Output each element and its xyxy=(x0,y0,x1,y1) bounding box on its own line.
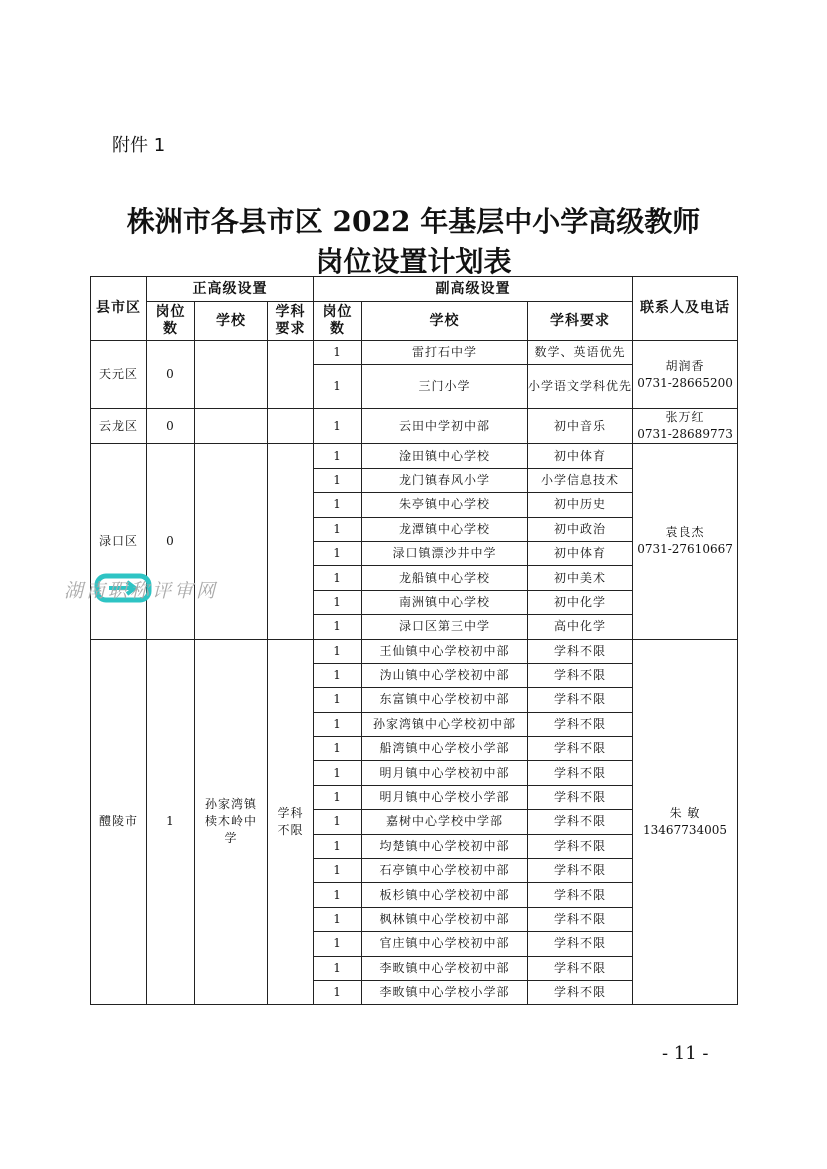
vice-subject-cell: 学科不限 xyxy=(528,663,633,687)
vice-positions-cell: 1 xyxy=(314,859,362,883)
vice-school-cell: 李畋镇中心学校小学部 xyxy=(362,980,528,1004)
vice-subject-cell: 初中化学 xyxy=(528,590,633,614)
vice-subject-cell: 初中美术 xyxy=(528,566,633,590)
senior-subject-cell xyxy=(268,341,314,409)
senior-subject-cell: 学科不限 xyxy=(268,639,314,1005)
vice-positions-cell: 1 xyxy=(314,907,362,931)
senior-positions-cell: 0 xyxy=(147,341,195,409)
vice-positions-cell: 1 xyxy=(314,663,362,687)
vice-positions-cell: 1 xyxy=(314,737,362,761)
vice-positions-cell: 1 xyxy=(314,541,362,565)
vice-subject-cell: 初中体育 xyxy=(528,541,633,565)
vice-school-cell: 船湾镇中心学校小学部 xyxy=(362,737,528,761)
header-vice-positions: 岗位数 xyxy=(314,302,362,341)
vice-school-cell: 沩山镇中心学校初中部 xyxy=(362,663,528,687)
vice-positions-cell: 1 xyxy=(314,590,362,614)
vice-positions-cell: 1 xyxy=(314,688,362,712)
vice-subject-cell: 初中音乐 xyxy=(528,409,633,444)
vice-school-cell: 雷打石中学 xyxy=(362,341,528,365)
vice-subject-cell: 学科不限 xyxy=(528,907,633,931)
vice-school-cell: 孙家湾镇中心学校初中部 xyxy=(362,712,528,736)
contact-name: 张万红 xyxy=(665,410,705,425)
vice-school-cell: 石亭镇中心学校初中部 xyxy=(362,859,528,883)
vice-subject-cell: 数学、英语优先 xyxy=(528,341,633,365)
senior-school-cell: 孙家湾镇椟木岭中学 xyxy=(195,639,268,1005)
header-vice-subject: 学科要求 xyxy=(528,302,633,341)
vice-subject-cell: 小学信息技术 xyxy=(528,468,633,492)
vice-subject-cell: 初中历史 xyxy=(528,493,633,517)
county-cell: 渌口区 xyxy=(91,444,147,639)
vice-positions-cell: 1 xyxy=(314,444,362,468)
vice-positions-cell: 1 xyxy=(314,639,362,663)
vice-positions-cell: 1 xyxy=(314,409,362,444)
vice-positions-cell: 1 xyxy=(314,566,362,590)
senior-subject-cell xyxy=(268,409,314,444)
table-row xyxy=(91,341,738,365)
vice-subject-cell: 学科不限 xyxy=(528,785,633,809)
vice-subject-cell: 学科不限 xyxy=(528,859,633,883)
vice-positions-cell: 1 xyxy=(314,493,362,517)
vice-subject-cell: 学科不限 xyxy=(528,956,633,980)
vice-positions-cell: 1 xyxy=(314,834,362,858)
vice-school-cell: 枫林镇中心学校初中部 xyxy=(362,907,528,931)
vice-school-cell: 明月镇中心学校初中部 xyxy=(362,761,528,785)
document-title-line-1: 株洲市各县市区 2022 年基层中小学高级教师 xyxy=(126,205,701,238)
teacher-position-table xyxy=(90,276,738,1005)
table-row xyxy=(91,409,738,444)
header-senior-positions: 岗位数 xyxy=(147,302,195,341)
senior-positions-cell: 1 xyxy=(147,639,195,1005)
annex-label: 附件 1 xyxy=(112,135,166,156)
vice-subject-cell: 学科不限 xyxy=(528,737,633,761)
header-contact: 联系人及电话 xyxy=(633,277,738,341)
senior-positions-cell: 0 xyxy=(147,409,195,444)
vice-school-cell: 李畋镇中心学校初中部 xyxy=(362,956,528,980)
contact-cell xyxy=(633,341,738,409)
header-vice: 副高级设置 xyxy=(314,277,633,302)
vice-positions-cell: 1 xyxy=(314,517,362,541)
vice-positions-cell: 1 xyxy=(314,365,362,409)
vice-school-cell: 渌口镇漂沙井中学 xyxy=(362,541,528,565)
vice-subject-cell: 小学语文学科优先 xyxy=(528,365,633,409)
vice-school-cell: 南洲镇中心学校 xyxy=(362,590,528,614)
page-number: - 11 - xyxy=(662,1043,709,1064)
vice-positions-cell: 1 xyxy=(314,615,362,639)
vice-school-cell: 龙船镇中心学校 xyxy=(362,566,528,590)
header-county: 县市区 xyxy=(91,277,147,341)
header-senior: 正高级设置 xyxy=(147,277,314,302)
contact-name: 胡润香 xyxy=(665,358,705,373)
vice-positions-cell: 1 xyxy=(314,980,362,1004)
vice-school-cell: 渌口区第三中学 xyxy=(362,615,528,639)
contact-phone: 0731-27610667 xyxy=(637,542,733,557)
vice-subject-cell: 学科不限 xyxy=(528,810,633,834)
vice-subject-cell: 学科不限 xyxy=(528,761,633,785)
senior-positions-cell: 0 xyxy=(147,444,195,639)
vice-subject-cell: 学科不限 xyxy=(528,980,633,1004)
vice-positions-cell: 1 xyxy=(314,932,362,956)
header-senior-subject: 学科要求 xyxy=(268,302,314,341)
vice-subject-cell: 学科不限 xyxy=(528,834,633,858)
vice-subject-cell: 学科不限 xyxy=(528,639,633,663)
vice-school-cell: 三门小学 xyxy=(362,365,528,409)
vice-positions-cell: 1 xyxy=(314,761,362,785)
vice-subject-cell: 学科不限 xyxy=(528,932,633,956)
vice-school-cell: 云田中学初中部 xyxy=(362,409,528,444)
contact-cell xyxy=(633,444,738,639)
county-cell: 醴陵市 xyxy=(91,639,147,1005)
contact-cell xyxy=(633,409,738,444)
vice-subject-cell: 高中化学 xyxy=(528,615,633,639)
vice-subject-cell: 初中体育 xyxy=(528,444,633,468)
contact-cell xyxy=(633,639,738,1005)
vice-school-cell: 东富镇中心学校初中部 xyxy=(362,688,528,712)
vice-school-cell: 龙门镇春风小学 xyxy=(362,468,528,492)
vice-positions-cell: 1 xyxy=(314,883,362,907)
vice-school-cell: 龙潭镇中心学校 xyxy=(362,517,528,541)
vice-school-cell: 朱亭镇中心学校 xyxy=(362,493,528,517)
vice-subject-cell: 初中政治 xyxy=(528,517,633,541)
header-senior-school: 学校 xyxy=(195,302,268,341)
contact-name: 袁良杰 xyxy=(665,525,705,540)
senior-subject-cell xyxy=(268,444,314,639)
vice-positions-cell: 1 xyxy=(314,712,362,736)
vice-school-cell: 淦田镇中心学校 xyxy=(362,444,528,468)
watermark-text: 湖南职称评审网 xyxy=(64,580,219,602)
vice-positions-cell: 1 xyxy=(314,341,362,365)
vice-school-cell: 嘉树中心学校中学部 xyxy=(362,810,528,834)
table-body xyxy=(91,341,738,1005)
vice-school-cell: 均楚镇中心学校初中部 xyxy=(362,834,528,858)
contact-name: 朱 敏 xyxy=(669,805,701,820)
vice-positions-cell: 1 xyxy=(314,956,362,980)
vice-school-cell: 板杉镇中心学校初中部 xyxy=(362,883,528,907)
vice-school-cell: 王仙镇中心学校初中部 xyxy=(362,639,528,663)
vice-subject-cell: 学科不限 xyxy=(528,688,633,712)
vice-school-cell: 明月镇中心学校小学部 xyxy=(362,785,528,809)
senior-school-cell xyxy=(195,409,268,444)
county-cell: 云龙区 xyxy=(91,409,147,444)
table-row xyxy=(91,639,738,663)
document-title-line-2: 岗位设置计划表 xyxy=(315,245,512,278)
contact-phone: 13467734005 xyxy=(643,822,728,837)
contact-phone: 0731-28665200 xyxy=(637,375,733,390)
vice-subject-cell: 学科不限 xyxy=(528,883,633,907)
vice-school-cell: 官庄镇中心学校初中部 xyxy=(362,932,528,956)
table-row xyxy=(91,444,738,468)
contact-phone: 0731-28689773 xyxy=(637,427,733,442)
vice-positions-cell: 1 xyxy=(314,810,362,834)
senior-school-cell xyxy=(195,341,268,409)
vice-positions-cell: 1 xyxy=(314,785,362,809)
county-cell: 天元区 xyxy=(91,341,147,409)
senior-school-cell xyxy=(195,444,268,639)
vice-subject-cell: 学科不限 xyxy=(528,712,633,736)
vice-positions-cell: 1 xyxy=(314,468,362,492)
header-vice-school: 学校 xyxy=(362,302,528,341)
